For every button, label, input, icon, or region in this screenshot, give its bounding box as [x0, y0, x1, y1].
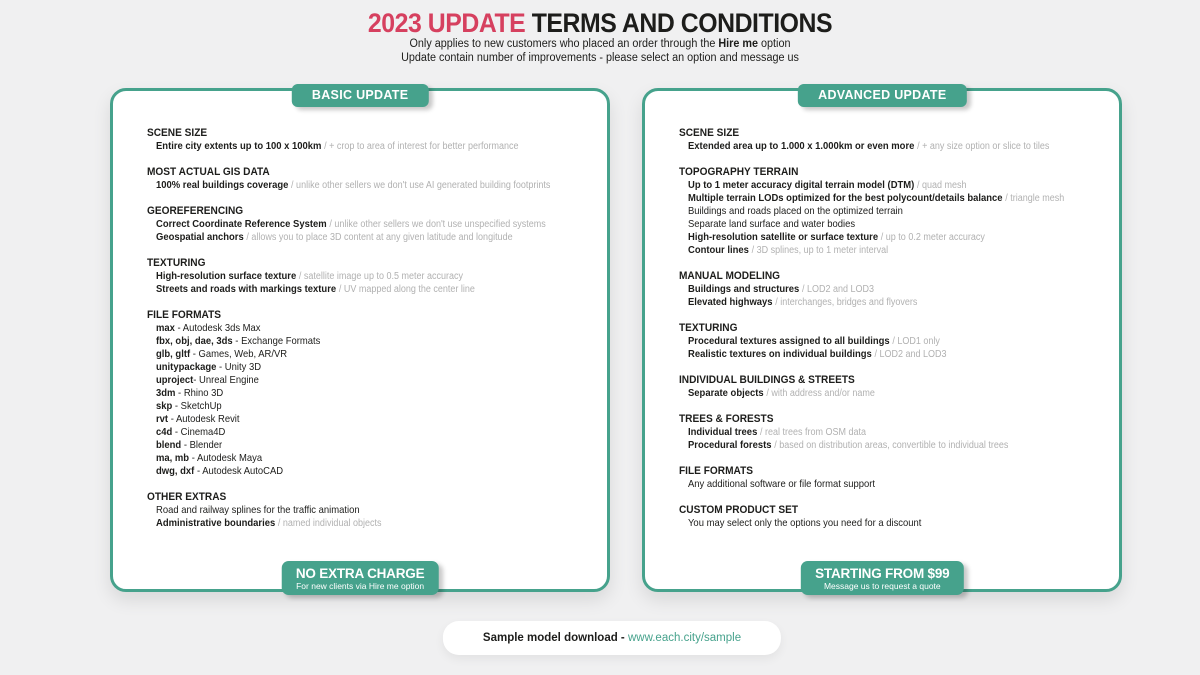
feature-primary: Multiple terrain LODs optimized for the best polycount/details balance: [688, 192, 1003, 204]
feature-item: [679, 231, 1064, 244]
feature-note: / quad mesh: [917, 180, 967, 191]
feature-item: [147, 465, 550, 478]
feature-primary: Elevated highways: [688, 296, 773, 308]
feature-text: - Blender: [181, 439, 223, 451]
page-title: [48, 8, 1152, 38]
section-file-formats: [147, 309, 595, 478]
feature-note: / up to 0.2 meter accuracy: [881, 232, 986, 243]
feature-item: [679, 244, 1064, 257]
section-most-actual-gis-data: [147, 166, 595, 192]
feature-item: [679, 179, 1064, 192]
page-subtitle-line2: Update contain number of improvements - please select an option and message us: [401, 51, 799, 64]
feature-item: [679, 218, 1064, 231]
feature-primary: glb, gltf: [156, 348, 191, 360]
feature-note: / with address and/or name: [766, 388, 876, 399]
feature-item: [679, 348, 1064, 361]
subtitle-prefix: Only applies to new customers who placed an order through the: [409, 38, 719, 50]
section-title: OTHER EXTRAS: [147, 491, 227, 503]
feature-note: / allows you to place 3D content at any given latitude and longitude: [246, 232, 513, 243]
feature-note: / UV mapped along the center line: [338, 284, 475, 295]
feature-primary: rvt: [156, 413, 169, 425]
section-items: [147, 322, 595, 478]
feature-text: - Cinema4D: [172, 426, 226, 438]
subtitle-hire-me: Hire me: [718, 38, 759, 50]
section-items: [147, 179, 595, 192]
feature-text: - Games, Web, AR/VR: [190, 348, 288, 360]
feature-primary: dwg, dxf: [156, 465, 195, 477]
panel-price-badge: [282, 561, 439, 595]
section-title: MOST ACTUAL GIS DATA: [147, 166, 270, 178]
feature-primary: Procedural textures assigned to all buildings: [688, 335, 890, 347]
feature-note: / LOD2 and LOD3: [874, 349, 947, 360]
feature-primary: Contour lines: [688, 244, 750, 256]
feature-text: - Exchange Formats: [232, 335, 321, 347]
feature-text: - Rhino 3D: [175, 387, 224, 399]
feature-primary: max: [156, 322, 175, 334]
feature-item: [147, 218, 550, 231]
panel-basic-update: [110, 88, 610, 592]
feature-note: / 3D splines, up to 1 meter interval: [751, 245, 889, 256]
feature-note: / named individual objects: [277, 518, 382, 529]
page-title-highlight: 2023 UPDATE: [367, 8, 526, 38]
feature-text: - Autodesk AutoCAD: [194, 465, 284, 477]
section-title: GEOREFERENCING: [147, 205, 244, 217]
section-individual-buildings-streets: [679, 374, 1107, 400]
feature-item: [147, 283, 550, 296]
feature-item: [679, 387, 1064, 400]
price-badge-title: STARTING FROM $99: [815, 566, 950, 581]
feature-primary: ma, mb: [156, 452, 190, 464]
section-title: TEXTURING: [147, 257, 206, 269]
feature-primary: Up to 1 meter accuracy digital terrain model (DTM): [688, 179, 915, 191]
panel-price-badge: [801, 561, 963, 595]
feature-text: - Unreal Engine: [193, 374, 259, 386]
page-header: [0, 8, 1200, 65]
feature-item: [147, 179, 550, 192]
section-custom-product-set: [679, 504, 1107, 530]
feature-text: Any additional software or file format support: [688, 478, 876, 490]
section-scene-size: [147, 127, 595, 153]
feature-primary: High-resolution surface texture: [156, 270, 297, 282]
feature-note: / LOD1 only: [892, 336, 941, 347]
feature-text: Separate land surface and water bodies: [688, 218, 856, 230]
section-title: MANUAL MODELING: [679, 270, 781, 282]
section-manual-modeling: [679, 270, 1107, 309]
section-topography-terrain: [679, 166, 1107, 257]
feature-item: [147, 452, 550, 465]
panel-content: [113, 91, 607, 530]
feature-item: [679, 426, 1064, 439]
feature-primary: Procedural forests: [688, 439, 772, 451]
feature-item: [679, 335, 1064, 348]
feature-item: [147, 322, 550, 335]
feature-item: [147, 270, 550, 283]
feature-text: Buildings and roads placed on the optimized terrain: [688, 205, 904, 217]
feature-note: / unlike other sellers we don't use unspecified systems: [329, 219, 546, 230]
feature-primary: c4d: [156, 426, 173, 438]
section-title: FILE FORMATS: [147, 309, 222, 321]
feature-primary: Geospatial anchors: [156, 231, 244, 243]
feature-item: [147, 335, 550, 348]
section-title: SCENE SIZE: [147, 127, 208, 139]
panel-advanced-update: [642, 88, 1122, 592]
feature-item: [147, 374, 550, 387]
feature-item: [147, 504, 550, 517]
feature-text: - Autodesk 3ds Max: [174, 322, 261, 334]
section-trees-forests: [679, 413, 1107, 452]
feature-text: Road and railway splines for the traffic animation: [156, 504, 360, 516]
price-badge-subtitle: Message us to request a quote: [823, 581, 941, 591]
section-items: [147, 270, 595, 296]
feature-primary: Individual trees: [688, 426, 758, 438]
feature-text: You may select only the options you need for a discount: [688, 517, 922, 529]
panel-title-badge: ADVANCED UPDATE: [798, 84, 966, 107]
feature-primary: uproject: [156, 374, 194, 386]
feature-primary: High-resolution satellite or surface texture: [688, 231, 879, 243]
panel-title-badge: BASIC UPDATE: [292, 84, 428, 107]
feature-item: [679, 439, 1064, 452]
feature-item: [147, 439, 550, 452]
feature-text: - SketchUp: [172, 400, 222, 412]
feature-primary: skp: [156, 400, 173, 412]
panel-content: [645, 91, 1119, 530]
feature-primary: Separate objects: [688, 387, 764, 399]
feature-item: [147, 348, 550, 361]
section-title: FILE FORMATS: [679, 465, 754, 477]
section-title: TEXTURING: [679, 322, 738, 334]
section-items: [679, 335, 1107, 361]
section-texturing: [679, 322, 1107, 361]
section-texturing: [147, 257, 595, 296]
feature-primary: Buildings and structures: [688, 283, 800, 295]
feature-item: [679, 296, 1064, 309]
feature-item: [679, 140, 1064, 153]
feature-note: / based on distribution areas, convertible to individual trees: [774, 440, 1009, 451]
feature-primary: blend: [156, 439, 182, 451]
feature-item: [679, 205, 1064, 218]
feature-item: [147, 400, 550, 413]
feature-primary: Streets and roads with markings texture: [156, 283, 337, 295]
feature-primary: Administrative boundaries: [156, 517, 276, 529]
section-other-extras: [147, 491, 595, 530]
section-file-formats: [679, 465, 1107, 491]
page-title-rest: TERMS AND CONDITIONS: [525, 8, 833, 38]
section-items: [147, 504, 595, 530]
feature-note: / LOD2 and LOD3: [802, 284, 875, 295]
feature-primary: Realistic textures on individual buildings: [688, 348, 873, 360]
feature-primary: 100% real buildings coverage: [156, 179, 289, 191]
feature-item: [147, 387, 550, 400]
section-items: [147, 218, 595, 244]
feature-note: / + crop to area of interest for better performance: [324, 141, 519, 152]
feature-primary: Extended area up to 1.000 x 1.000km or even more: [688, 140, 915, 152]
panels-row: [110, 88, 1092, 592]
feature-text: - Autodesk Maya: [189, 452, 263, 464]
section-georeferencing: [147, 205, 595, 244]
feature-item: [147, 361, 550, 374]
feature-item: [147, 231, 550, 244]
section-title: TREES & FORESTS: [679, 413, 774, 425]
feature-primary: Entire city extents up to 100 x 100km: [156, 140, 322, 152]
section-items: [147, 140, 595, 153]
section-items: [679, 283, 1107, 309]
subtitle-suffix: option: [758, 38, 791, 50]
feature-item: [147, 140, 550, 153]
feature-primary: unitypackage: [156, 361, 217, 373]
feature-item: [679, 283, 1064, 296]
feature-note: / triangle mesh: [1005, 193, 1065, 204]
section-items: [679, 517, 1107, 530]
feature-primary: fbx, obj, dae, 3ds: [156, 335, 233, 347]
price-badge-subtitle: For new clients via Hire me option: [296, 581, 425, 591]
feature-text: - Unity 3D: [216, 361, 262, 373]
feature-primary: 3dm: [156, 387, 176, 399]
section-scene-size: [679, 127, 1107, 153]
sample-download-link[interactable]: www.each.city/sample: [627, 632, 742, 644]
section-items: [679, 426, 1107, 452]
feature-note: / satellite image up to 0.5 meter accuracy: [298, 271, 463, 282]
page-subtitle-line1: [36, 38, 1164, 52]
feature-item: [679, 517, 1064, 530]
feature-note: / real trees from OSM data: [760, 427, 867, 438]
section-title: CUSTOM PRODUCT SET: [679, 504, 799, 516]
feature-note: / unlike other sellers we don't use AI generated building footprints: [291, 180, 551, 191]
section-title: SCENE SIZE: [679, 127, 740, 139]
section-items: [679, 179, 1107, 257]
feature-item: [679, 192, 1064, 205]
feature-text: - Autodesk Revit: [168, 413, 240, 425]
feature-item: [679, 478, 1064, 491]
sample-download-label: Sample model download -: [482, 632, 628, 644]
feature-note: / interchanges, bridges and flyovers: [775, 297, 918, 308]
feature-primary: Correct Coordinate Reference System: [156, 218, 327, 230]
feature-note: / + any size option or slice to tiles: [917, 141, 1050, 152]
feature-item: [147, 426, 550, 439]
sample-download-pill: [443, 621, 781, 655]
section-items: [679, 387, 1107, 400]
section-items: [679, 478, 1107, 491]
feature-item: [147, 517, 550, 530]
price-badge-title: NO EXTRA CHARGE: [295, 566, 425, 581]
section-items: [679, 140, 1107, 153]
section-title: TOPOGRAPHY TERRAIN: [679, 166, 799, 178]
section-title: INDIVIDUAL BUILDINGS & STREETS: [679, 374, 856, 386]
feature-item: [147, 413, 550, 426]
